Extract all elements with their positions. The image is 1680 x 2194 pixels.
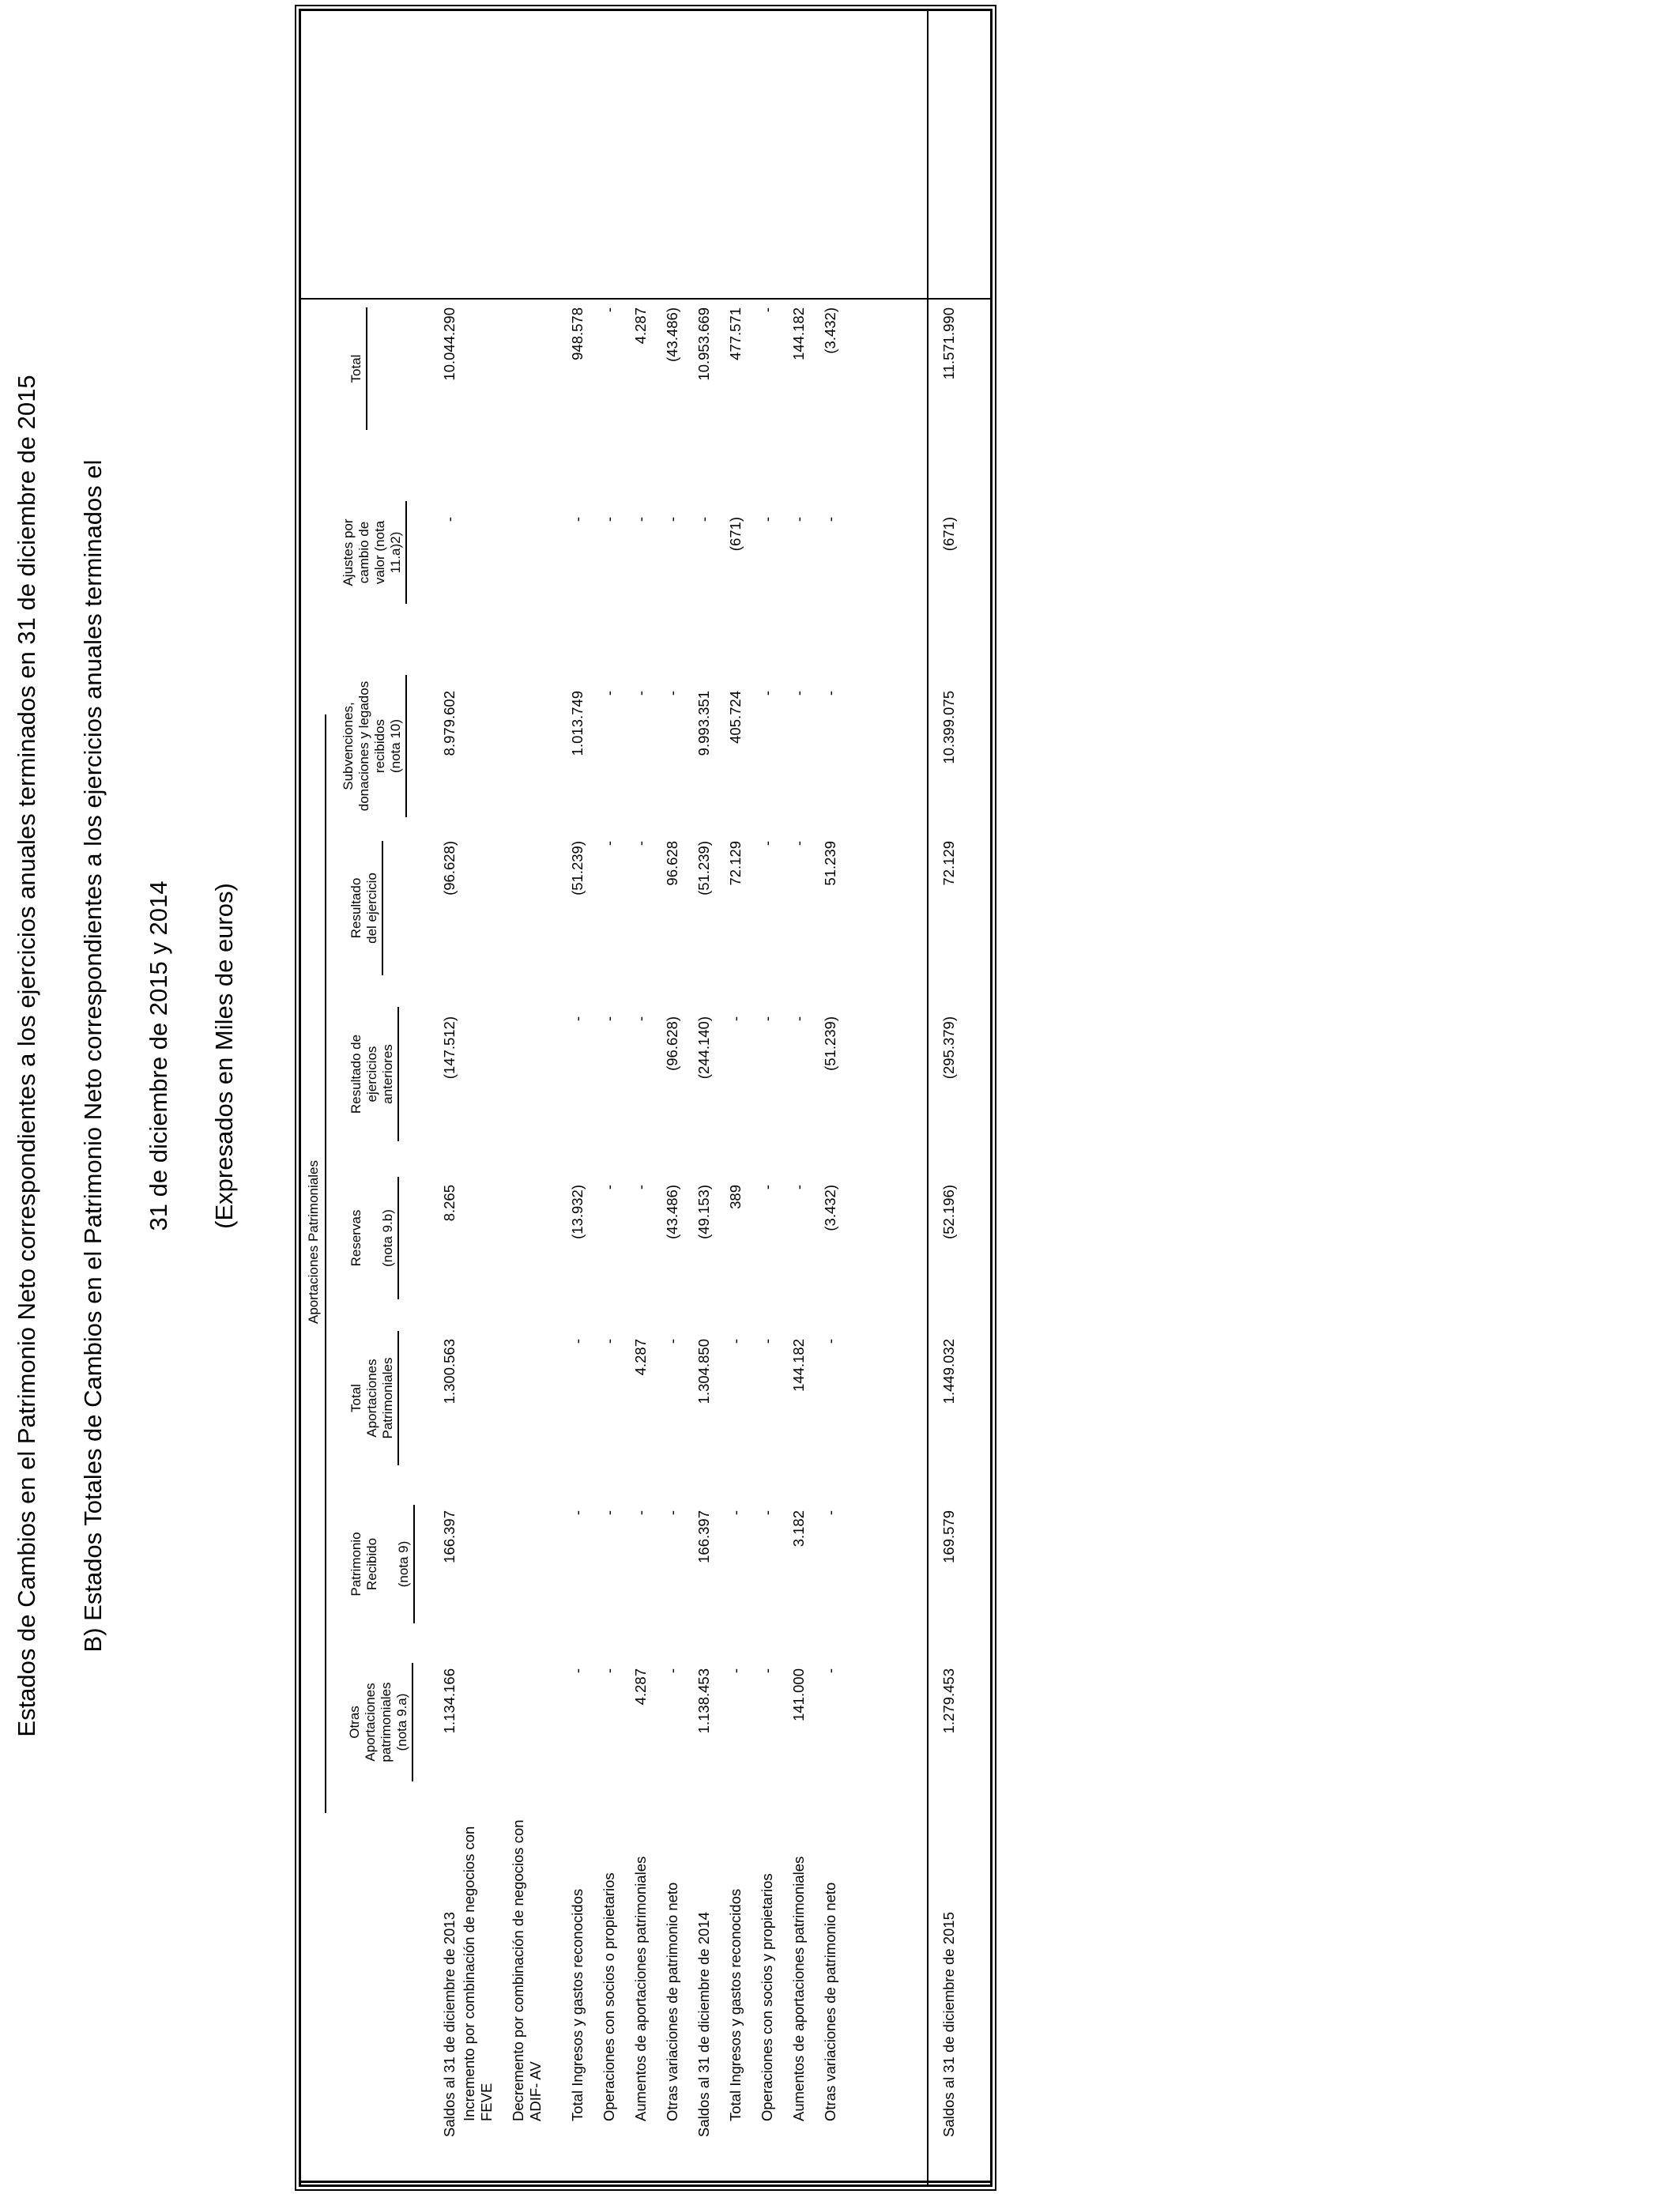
row-cell-col-8 [514,517,543,604]
row-cell-col-1: - [601,1668,617,1674]
row-cell-col-8: - [695,517,712,522]
header-col-8-line: 11.a)2) [388,531,403,574]
row-cell-col-2 [514,1510,543,1631]
header-col-6-line: Resultado [348,877,363,939]
header-col-3-line: Aportaciones [364,1359,379,1438]
row-cell-col-8 [465,517,494,604]
row-label: Incremento por combinación de negocios con FEVE [461,1826,495,2121]
row-cell-col-3: 1.300.563 [441,1339,458,1404]
header-col-4-underline [397,1177,399,1299]
table-row [753,11,782,2185]
row-cell-col-6: - [759,841,775,846]
row-cell-col-2: 169.579 [940,1510,957,1563]
row-cell-col-4: 8.265 [441,1185,458,1222]
row-cell-col-3: 4.287 [632,1339,649,1376]
row-cell-col-9: - [601,307,617,313]
row-cell-col-9 [465,307,494,438]
row-cell-col-5: (295.379) [940,1016,957,1080]
row-cell-col-8: (671) [727,517,744,552]
row-cell-col-8: - [601,517,617,522]
row-cell-col-8: - [759,517,775,522]
row-label: Operaciones con socios y propietarios [759,1873,775,2121]
row-cell-col-2: - [727,1510,744,1516]
header-col-6-underline [382,841,383,975]
row-cell-col-9: (43.486) [664,307,680,362]
row-cell-col-3: - [601,1339,617,1344]
row-cell-col-5: (51.239) [822,1016,838,1071]
header-col-5-line: anteriores [380,1044,395,1104]
row-cell-col-2: - [632,1510,649,1516]
header-col-7-line: recibidos [372,718,387,774]
header-col-8-line: cambio de [356,521,371,584]
row-cell-col-7: 1.013.749 [569,691,586,756]
header-col-1-line: Aportaciones [363,1683,378,1762]
row-cell-col-2: 166.397 [695,1510,712,1563]
header-col-9-line: Total [348,354,363,383]
row-label: Operaciones con socios o propietarios [601,1872,617,2121]
header-col-1-line: Otras [347,1706,362,1739]
row-cell-col-8: - [790,517,807,522]
header-col-2-line: Recibido [364,1537,379,1591]
row-cell-col-4 [465,1185,494,1307]
header-col-7-underline [405,675,407,817]
row-cell-col-3: 144.182 [790,1339,807,1392]
table-row [935,11,963,2185]
row-label: Otras variaciones de patrimonio neto [664,1882,680,2121]
row-cell-col-2: - [759,1510,775,1516]
header-col-4-line [364,1169,380,1307]
title-line-3: 31 de diciembre de 2015 y 2014 [145,880,172,1231]
row-cell-col-6: (51.239) [695,841,712,895]
table-row [510,11,544,2185]
row-cell-col-5: - [759,1016,775,1022]
header-col-3-line: Total [348,1384,363,1412]
table-row [816,11,845,2185]
header-col-2-line: Patrimonio [348,1532,363,1596]
header-col-4 [348,1169,396,1307]
header-col-5-line: Resultado de [348,1034,363,1114]
row-cell-col-1: - [664,1668,680,1674]
row-cell-col-6: (96.628) [441,841,458,895]
row-cell-col-4: - [632,1185,649,1190]
title-line-1: Estados de Cambios en el Patrimonio Neto correspondientes a los ejercicios anuales terminados en 31 de diciembre de 2015 [13,375,40,1737]
header-col-2-line: (nota 9) [396,1540,411,1588]
row-cell-col-3: - [822,1339,838,1344]
row-cell-col-1 [514,1668,543,1789]
row-cell-col-4 [514,1185,543,1307]
row-cell-col-1: - [822,1668,838,1674]
table-row [563,11,592,2185]
row-cell-col-7: - [601,691,617,696]
row-cell-col-9: 10.953.669 [695,307,712,381]
row-cell-col-9: - [759,307,775,313]
table-row [461,11,495,2185]
row-cell-col-1: 141.000 [790,1668,807,1721]
row-cell-col-5: (244.140) [695,1016,712,1080]
row-label: Saldos al 31 de diciembre de 2014 [695,1912,712,2137]
row-cell-col-3 [465,1339,494,1465]
header-col-3 [348,1323,396,1473]
row-cell-col-3: - [727,1339,744,1344]
row-cell-col-5: (96.628) [664,1016,680,1071]
row-cell-col-3: 1.304.850 [695,1339,712,1404]
row-cell-col-7: 9.993.351 [695,691,712,756]
header-col-3-underline [397,1331,399,1465]
row-cell-col-3: - [569,1339,586,1344]
row-cell-col-4: (43.486) [664,1185,680,1239]
row-cell-col-4: 389 [727,1185,744,1209]
row-cell-col-4: - [759,1185,775,1190]
row-cell-col-3: 1.449.032 [940,1339,957,1404]
row-label: Aumentos de aportaciones patrimoniales [632,1856,649,2121]
table-row [721,11,750,2185]
row-cell-col-1: 1.138.453 [695,1668,712,1734]
row-cell-col-5: - [569,1016,586,1022]
row-cell-col-9: 11.571.990 [940,307,957,380]
row-cell-col-7 [514,691,543,801]
header-col-5-line: ejercicios [364,1046,379,1103]
row-cell-col-2: - [569,1510,586,1516]
row-cell-col-1: 4.287 [632,1668,649,1706]
row-cell-col-6 [514,841,543,959]
header-col-5-underline [397,1007,399,1141]
row-cell-col-9: (3.432) [822,307,838,354]
row-cell-col-6: 72.129 [727,841,744,886]
header-col-4-line: Reservas [348,1209,363,1267]
row-label: Saldos al 31 de diciembre de 2013 [441,1912,458,2137]
row-cell-col-8: - [632,517,649,522]
title-line-2: B) Estados Totales de Cambios en el Patrimonio Neto correspondientes a los ejercicios anuales terminados el [79,459,107,1653]
row-label: Otras variaciones de patrimonio neto [822,1882,838,2121]
row-cell-col-7: 405.724 [727,691,744,744]
row-cell-col-9: 477.571 [727,307,744,360]
row-cell-col-4: - [790,1185,807,1190]
header-col-7-line: donaciones y legados [356,680,371,812]
row-cell-col-7 [465,691,494,801]
row-cell-col-9: 948.578 [569,307,586,360]
header-col-7-line: Subvenciones, [341,702,356,790]
row-cell-col-4: (13.932) [569,1185,586,1239]
row-label: Aumentos de aportaciones patrimoniales [790,1856,807,2121]
row-cell-col-7: - [759,691,775,696]
row-cell-col-7: - [632,691,649,696]
header-col-2-line [380,1497,396,1631]
row-cell-col-6: - [601,841,617,846]
row-cell-col-5: (147.512) [441,1016,458,1080]
row-cell-col-9 [514,307,543,438]
header-col-4-line: (nota 9.b) [380,1209,395,1267]
table-row [595,11,623,2185]
row-cell-col-5 [465,1016,494,1133]
row-cell-col-6: - [632,841,649,846]
header-col-8-underline [405,501,407,604]
row-cell-col-8: (671) [940,517,957,552]
row-cell-col-2: 166.397 [441,1510,458,1563]
row-cell-col-3: - [664,1339,680,1344]
row-cell-col-1 [465,1668,494,1789]
table-row [627,11,655,2185]
row-cell-col-3: - [759,1339,775,1344]
row-cell-col-9: 10.044.290 [441,307,458,381]
header-col-8 [341,493,404,612]
table-row [435,11,464,2185]
row-cell-col-4: (3.432) [822,1185,838,1231]
row-cell-col-1: - [727,1668,744,1674]
table-row [658,11,687,2185]
table-row [785,11,813,2185]
header-col-7-line: (nota 10) [388,718,403,774]
row-label: Total Ingresos y gastos reconocidos [727,1888,744,2121]
row-cell-col-4: (49.153) [695,1185,712,1239]
row-cell-col-5: - [632,1016,649,1022]
row-cell-col-8: - [441,517,458,522]
row-cell-col-8: - [664,517,680,522]
header-col-9 [348,300,364,438]
header-col-2-underline [413,1505,415,1623]
row-cell-col-7: - [822,691,838,696]
row-cell-col-1: 1.134.166 [441,1668,458,1734]
row-cell-col-2: 3.182 [790,1510,807,1547]
row-cell-col-4: - [601,1185,617,1190]
row-cell-col-2 [465,1510,494,1631]
header-col-6 [348,833,380,983]
row-cell-col-6: 96.628 [664,841,680,886]
header-col-5 [348,999,396,1149]
header-group-underline [325,714,326,1813]
row-cell-col-6: 72.129 [940,841,957,886]
header-col-6-line: del ejercicio [364,873,379,944]
header-col-1-underline [412,1663,413,1781]
row-cell-col-8: - [569,517,586,522]
header-col-3-line: Patrimoniales [380,1357,395,1439]
final-row-separator [927,11,929,2185]
row-cell-col-2: - [664,1510,680,1516]
header-col-1-line: patrimoniales [379,1682,394,1762]
row-cell-col-7: 8.979.602 [441,691,458,756]
header-col-9-underline [366,307,367,430]
row-cell-col-6 [465,841,494,959]
row-cell-col-2: - [601,1510,617,1516]
row-cell-col-9: 4.287 [632,307,649,345]
header-group-aportaciones: Aportaciones Patrimoniales [306,1160,321,1324]
row-cell-col-6: 51.239 [822,841,838,886]
row-cell-col-5: - [790,1016,807,1022]
header-col-1-line: (nota 9.a) [394,1693,409,1751]
table-row [690,11,718,2185]
row-cell-col-1: - [569,1668,586,1674]
row-cell-col-6: (51.239) [569,841,586,895]
row-cell-col-6: - [790,841,807,846]
row-label: Saldos al 31 de diciembre de 2015 [940,1912,957,2137]
row-cell-col-3 [514,1339,543,1465]
row-label: Decremento por combinación de negocios con ADIF- AV [510,1819,544,2121]
row-cell-col-8: - [822,517,838,522]
title-line-4: (Expresados en Miles de euros) [210,883,238,1229]
row-label: Total Ingresos y gastos reconocidos [569,1888,586,2121]
row-cell-col-9: 144.182 [790,307,807,360]
row-cell-col-5: - [601,1016,617,1022]
header-col-8-line: Ajustes por [341,518,356,586]
row-cell-col-5: - [727,1016,744,1022]
header-col-7 [341,667,404,825]
row-cell-col-1: - [759,1668,775,1674]
header-col-8-line: valor (nota [372,520,387,585]
row-cell-col-5 [514,1016,543,1133]
row-cell-col-1: 1.279.453 [940,1668,957,1734]
row-cell-col-2: - [822,1510,838,1516]
header-col-1 [347,1655,410,1789]
row-cell-col-7: 10.399.075 [940,691,957,764]
equity-changes-table [299,9,993,2187]
row-cell-col-4: (52.196) [940,1185,957,1239]
header-col-2 [348,1497,412,1631]
row-cell-col-7: - [790,691,807,696]
row-cell-col-7: - [664,691,680,696]
